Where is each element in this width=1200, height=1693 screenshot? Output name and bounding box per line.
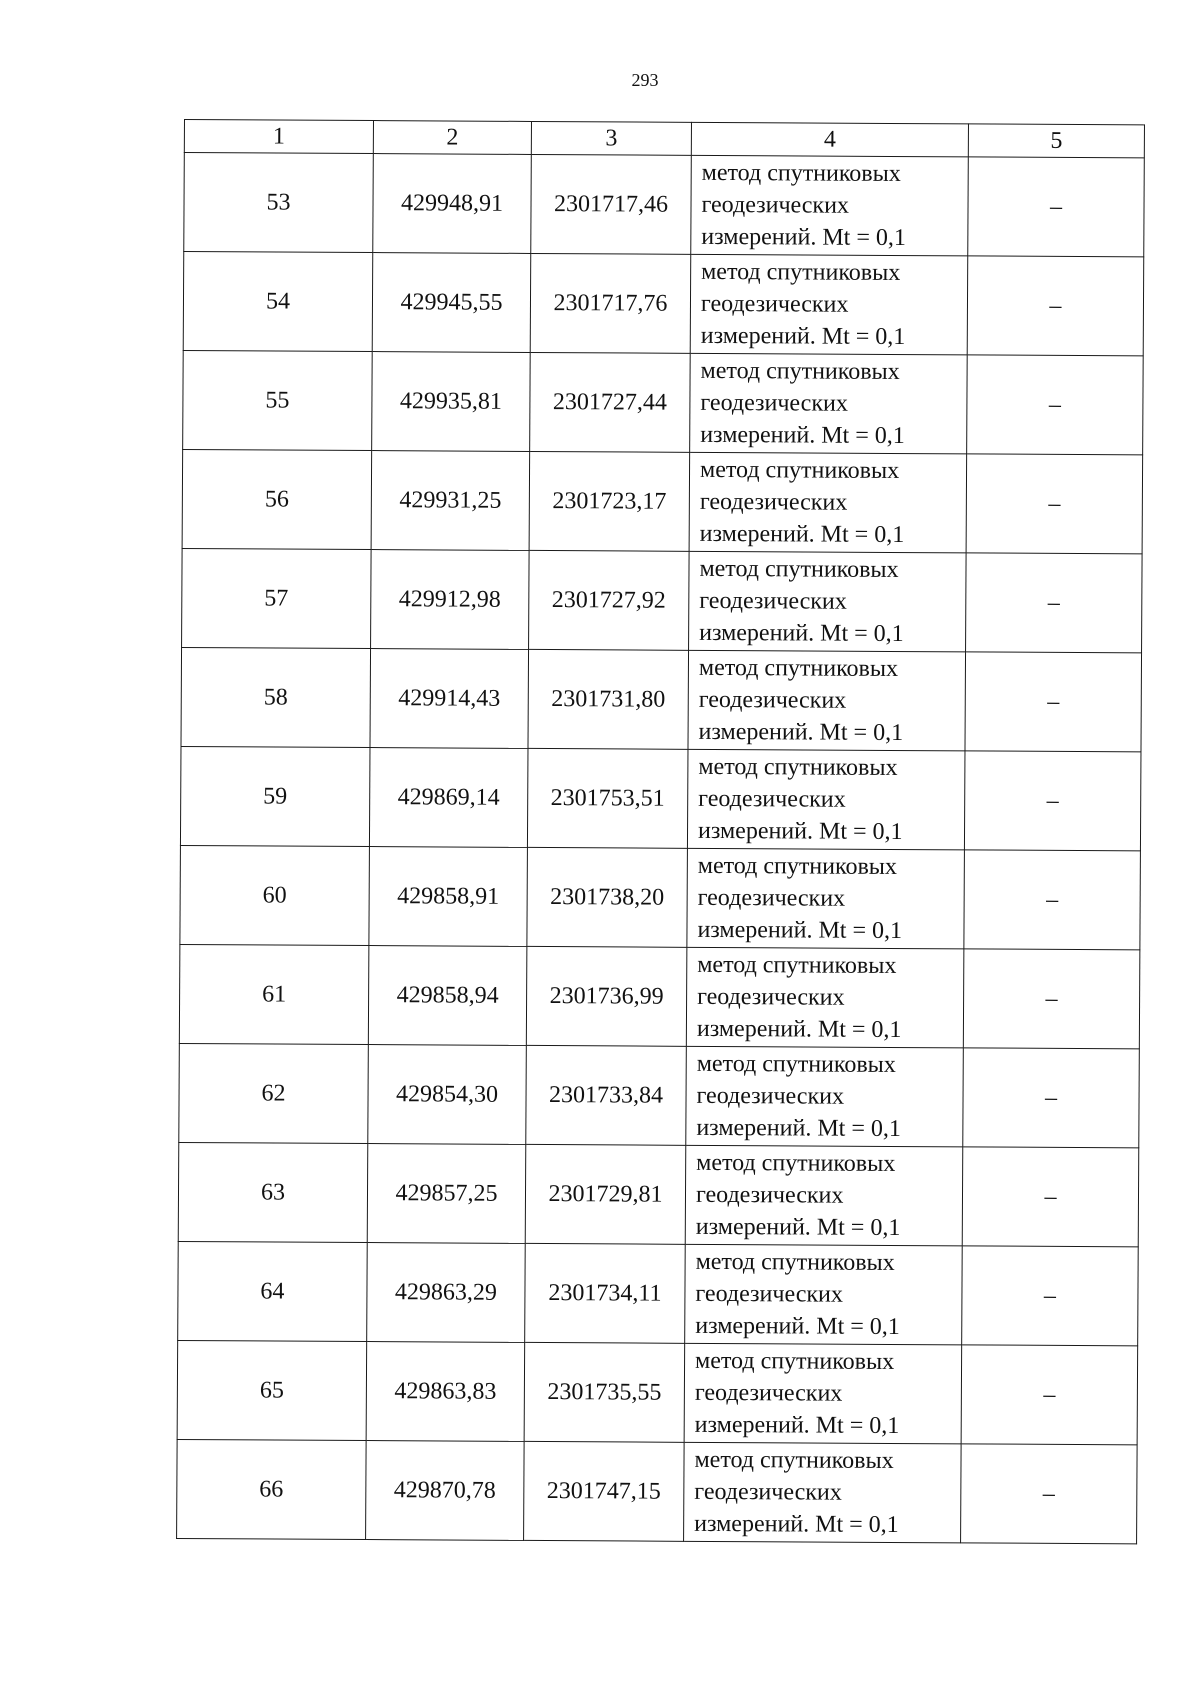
method-line: геодезических <box>695 1280 843 1308</box>
method-line: геодезических <box>697 884 846 912</box>
point-number-cell: 54 <box>183 252 373 352</box>
header-col-5: 5 <box>968 124 1144 158</box>
method-line: геодезических <box>697 983 845 1011</box>
table-row <box>177 1340 1138 1444</box>
x-coordinate-cell: 429863,29 <box>367 1243 526 1343</box>
method-cell <box>687 749 965 850</box>
table-row <box>177 1439 1138 1543</box>
note-cell: – <box>967 355 1144 455</box>
x-coordinate-cell: 429948,91 <box>373 154 532 254</box>
method-line: измерений. Mt = 0,1 <box>697 817 903 846</box>
point-number-cell: 55 <box>183 350 373 450</box>
y-coordinate-cell: 2301734,11 <box>525 1243 686 1343</box>
method-line: геодезических <box>699 587 847 615</box>
point-number-cell: 59 <box>180 746 370 846</box>
x-coordinate-cell: 429912,98 <box>371 550 530 650</box>
method-line: геодезических <box>694 1478 842 1506</box>
y-coordinate-cell: 2301727,44 <box>530 352 691 452</box>
note-cell: – <box>962 1147 1139 1247</box>
note-cell: – <box>961 1444 1138 1544</box>
method-line: геодезических <box>694 1379 843 1407</box>
point-number-cell: 66 <box>177 1439 367 1539</box>
point-number-cell: 57 <box>182 548 372 648</box>
table-row <box>178 1241 1139 1345</box>
x-coordinate-cell: 429863,83 <box>366 1342 525 1442</box>
point-number-cell: 63 <box>178 1142 368 1242</box>
method-line: измерений. Mt = 0,1 <box>697 916 903 945</box>
method-line: метод спутниковых <box>698 654 899 682</box>
table-row <box>182 449 1143 553</box>
x-coordinate-cell: 429869,14 <box>369 748 528 848</box>
note-cell: – <box>963 1048 1140 1148</box>
header-col-1: 1 <box>184 120 373 154</box>
point-number-cell: 61 <box>179 944 369 1044</box>
y-coordinate-cell: 2301747,15 <box>524 1441 685 1541</box>
y-coordinate-cell: 2301729,81 <box>525 1144 686 1244</box>
method-cell <box>684 1343 962 1444</box>
method-line: метод спутниковых <box>696 1050 896 1078</box>
method-line: измерений. Mt = 0,1 <box>696 1114 902 1143</box>
coordinates-table <box>176 119 1145 1544</box>
table-row <box>180 845 1141 949</box>
note-cell: – <box>968 157 1145 257</box>
method-line: измерений. Mt = 0,1 <box>699 520 905 549</box>
method-cell <box>689 452 967 553</box>
table-row <box>179 1043 1140 1147</box>
x-coordinate-cell: 429914,43 <box>370 649 529 749</box>
x-coordinate-cell: 429854,30 <box>368 1045 527 1145</box>
table-row <box>180 746 1141 850</box>
method-line: измерений. Mt = 0,1 <box>699 619 904 648</box>
y-coordinate-cell: 2301717,46 <box>531 154 692 254</box>
method-cell <box>690 254 968 355</box>
table-row <box>184 153 1145 257</box>
note-cell: – <box>963 949 1140 1049</box>
method-line: геодезических <box>698 785 846 813</box>
method-cell <box>690 353 968 454</box>
method-cell <box>687 848 965 949</box>
note-cell: – <box>966 454 1143 554</box>
x-coordinate-cell: 429935,81 <box>372 352 531 452</box>
method-cell <box>685 1145 963 1246</box>
y-coordinate-cell: 2301727,92 <box>529 550 690 650</box>
point-number-cell: 60 <box>180 845 370 945</box>
method-line: измерений. Mt = 0,1 <box>695 1312 900 1341</box>
y-coordinate-cell: 2301723,17 <box>529 451 690 551</box>
method-line: метод спутниковых <box>701 258 901 287</box>
y-coordinate-cell: 2301753,51 <box>527 748 688 848</box>
method-line: метод спутниковых <box>697 951 897 979</box>
method-line: измерений. Mt = 0,1 <box>695 1213 901 1242</box>
x-coordinate-cell: 429858,91 <box>369 847 528 947</box>
note-cell: – <box>962 1246 1139 1346</box>
x-coordinate-cell: 429857,25 <box>367 1144 526 1244</box>
table-row <box>183 350 1144 454</box>
table-row <box>183 252 1144 356</box>
method-line: измерений. Mt = 0,1 <box>700 322 906 351</box>
note-cell: – <box>965 652 1142 752</box>
table-header <box>184 120 1144 158</box>
y-coordinate-cell: 2301736,99 <box>526 946 687 1046</box>
x-coordinate-cell: 429945,55 <box>372 253 531 353</box>
method-cell <box>684 1442 962 1543</box>
method-line: измерений. Mt = 0,1 <box>701 223 906 252</box>
y-coordinate-cell: 2301731,80 <box>528 649 689 749</box>
header-col-2: 2 <box>373 121 531 155</box>
x-coordinate-cell: 429858,94 <box>368 946 527 1046</box>
point-number-cell: 64 <box>178 1241 368 1341</box>
method-cell <box>686 1046 964 1147</box>
method-line: метод спутниковых <box>697 852 898 880</box>
header-col-4: 4 <box>691 122 968 157</box>
method-line: измерений. Mt = 0,1 <box>694 1510 899 1539</box>
method-line: геодезических <box>700 389 848 417</box>
method-line: геодезических <box>696 1082 845 1110</box>
method-line: метод спутниковых <box>694 1446 894 1474</box>
method-line: метод спутниковых <box>701 159 901 188</box>
method-line: метод спутниковых <box>696 1149 896 1177</box>
method-line: метод спутниковых <box>698 753 898 781</box>
note-cell: – <box>966 553 1143 653</box>
table-row <box>178 1142 1139 1246</box>
method-line: геодезических <box>699 488 848 516</box>
method-line: метод спутниковых <box>700 357 900 386</box>
method-line: измерений. Mt = 0,1 <box>700 421 905 450</box>
method-line: метод спутниковых <box>694 1347 895 1375</box>
table-row <box>179 944 1140 1048</box>
method-line: геодезических <box>701 191 850 219</box>
point-number-cell: 62 <box>179 1043 369 1143</box>
note-cell: – <box>967 256 1144 356</box>
y-coordinate-cell: 2301735,55 <box>524 1342 685 1442</box>
method-cell <box>685 1244 963 1345</box>
table-row <box>182 548 1143 652</box>
table-row <box>181 647 1142 751</box>
point-number-cell: 65 <box>177 1340 367 1440</box>
y-coordinate-cell: 2301717,76 <box>530 253 691 353</box>
point-number-cell: 58 <box>181 647 371 747</box>
method-cell <box>688 650 966 751</box>
method-line: метод спутниковых <box>695 1248 895 1276</box>
method-line: метод спутниковых <box>699 456 900 484</box>
method-cell <box>686 947 964 1048</box>
note-cell: – <box>961 1345 1138 1445</box>
method-line: геодезических <box>698 686 847 714</box>
method-cell <box>689 551 967 652</box>
page-number: 293 <box>631 70 659 90</box>
note-cell: – <box>964 751 1141 851</box>
x-coordinate-cell: 429931,25 <box>371 451 530 551</box>
x-coordinate-cell: 429870,78 <box>366 1441 525 1541</box>
point-number-cell: 53 <box>184 153 374 253</box>
method-line: геодезических <box>700 290 849 318</box>
point-number-cell: 56 <box>182 449 372 549</box>
method-line: измерений. Mt = 0,1 <box>696 1015 902 1044</box>
method-line: измерений. Mt = 0,1 <box>694 1411 900 1440</box>
method-line: метод спутниковых <box>699 555 899 583</box>
y-coordinate-cell: 2301733,84 <box>526 1045 687 1145</box>
y-coordinate-cell: 2301738,20 <box>527 847 688 947</box>
method-line: измерений. Mt = 0,1 <box>698 718 904 747</box>
header-row <box>184 120 1144 158</box>
note-cell: – <box>964 850 1141 950</box>
method-line: геодезических <box>695 1181 844 1209</box>
table-body <box>177 153 1145 1544</box>
method-cell <box>691 155 969 256</box>
header-col-3: 3 <box>531 121 691 155</box>
